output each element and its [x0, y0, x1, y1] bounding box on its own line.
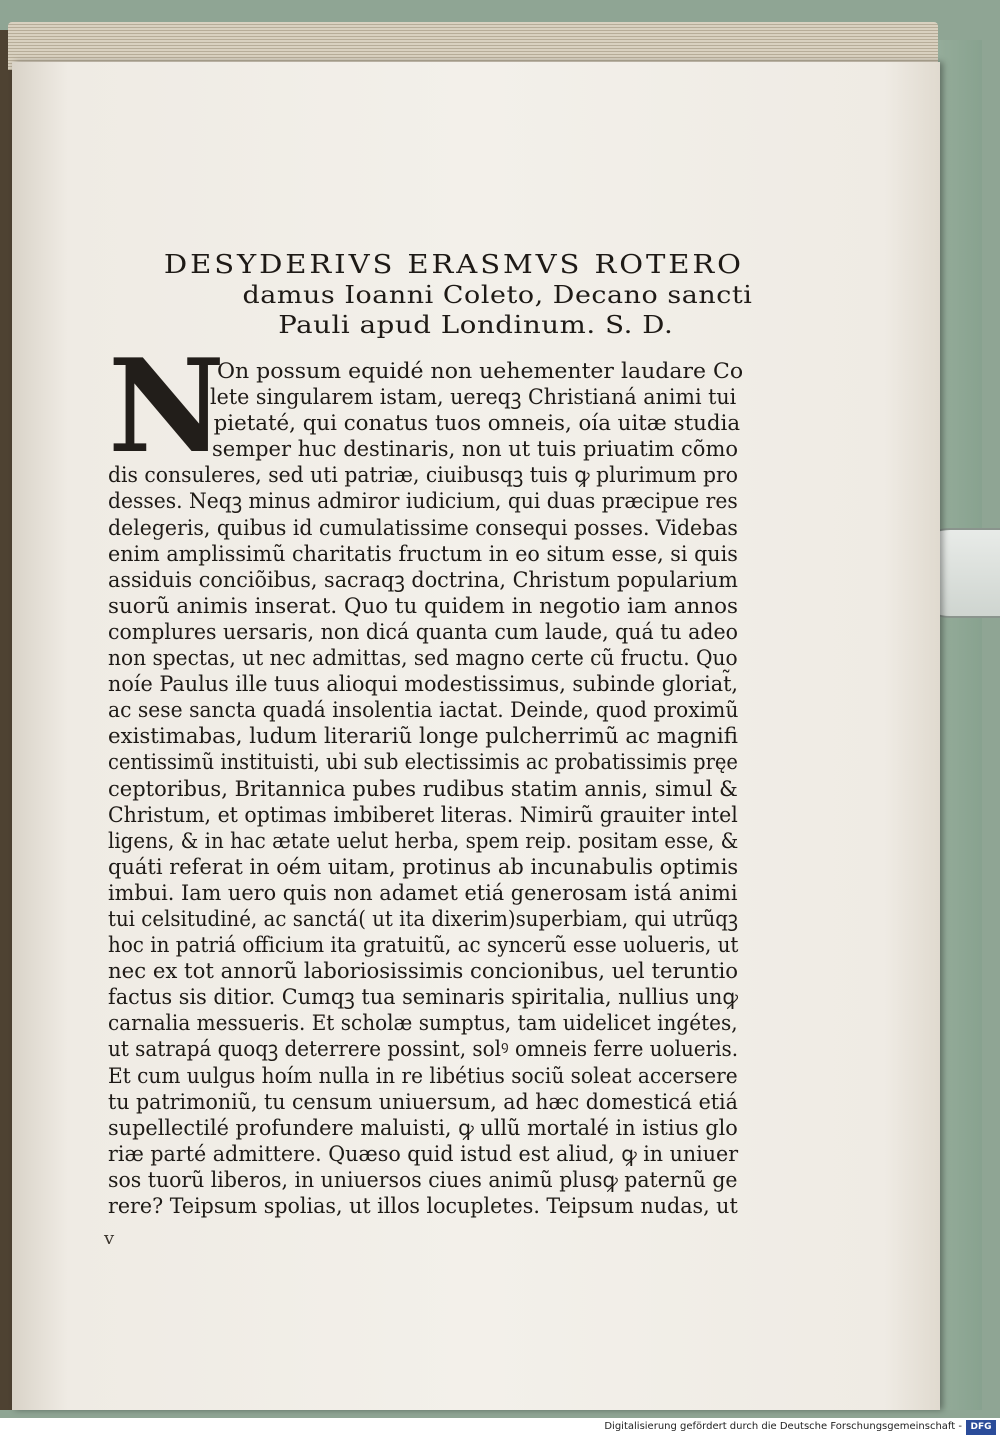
heading-line-3: Pauli apud Londinum. S. D. — [278, 311, 674, 339]
body-line: centissimũ instituisti, ubi sub electissimis ac probatissimis pręe — [108, 750, 738, 775]
body-line: supellectilé profundere maluisti, ꝙ ullũ mortalé in istius glo — [108, 1115, 738, 1140]
body-line: lete singularem istam, uereqꝫ Christianá animi tui — [210, 385, 737, 410]
body-line: riæ parté admittere. Quæso quid istud est aliud, ꝙ in uniuer — [108, 1141, 739, 1166]
body-line: carnalia messueris. Et scholæ sumptus, tam uidelicet ingétes, — [108, 1011, 738, 1036]
body-line: ut satrapá quoqꝫ deterrere possint, solꝰ omneis ferre uolueris. — [108, 1037, 739, 1062]
body-line: existimabas, ludum literariũ longe pulcherrimũ ac magnifi — [108, 724, 738, 749]
body-line: suorũ animis inserat. Quo tu quidem in negotio iam annos — [108, 593, 738, 618]
body-line: On possum equidé non uehementer laudare Co — [216, 359, 744, 383]
body-line: sos tuorũ liberos, in uniuersos ciues animũ plusꝙ paternũ ge — [108, 1167, 738, 1192]
body-text — [108, 358, 744, 1219]
heading-line-2: damus Ioanni Coleto, Decano sancti — [242, 281, 753, 309]
body-line: hoc in patriá officium ita gratuitũ, ac syncerũ esse uolueris, ut — [108, 933, 739, 958]
body-line: noíe Paulus ille tuus alioqui modestissimus, subinde gloriat̃, — [108, 672, 739, 697]
body-line: enim amplissimũ charitatis fructum in eo situm esse, si quis — [108, 541, 738, 566]
body-line: quáti referat in oém uitam, protinus ab incunabulis optimis — [108, 854, 739, 879]
footer-bar — [0, 1418, 1000, 1438]
body-line: factus sis ditior. Cumqꝫ tua seminaris spiritalia, nullius unꝙ — [108, 985, 739, 1010]
body-line: complures uersaris, non dicá quanta cum laude, quá tu adeo — [108, 619, 738, 644]
signature-mark: v — [104, 1228, 115, 1249]
body-line: nec ex tot annorũ laboriosissimis concionibus, uel teruntio — [108, 959, 739, 984]
body-line: ceptoribus, Britannica pubes rudibus statim annis, simul & — [108, 776, 738, 801]
body-line: Christum, et optimas imbiberet literas. Nimirũ grauiter intel — [108, 802, 738, 827]
text-block — [108, 250, 753, 1218]
body-line: desses. Neqꝫ minus admiror iudicium, qui duas præcipue res — [108, 489, 738, 514]
book-page — [12, 62, 940, 1410]
body-line: dis consuleres, sed uti patriæ, ciuibusqꝫ tuis ꝙ plurimum pro — [108, 463, 738, 488]
dfg-logo-icon[interactable]: DFG — [966, 1420, 996, 1435]
body-line: rere? Teipsum spolias, ut illos locupletes. Teipsum nudas, ut — [108, 1194, 738, 1218]
body-line: ac sese sancta quadá insolentia iactat. Deinde, quod proximũ — [108, 698, 739, 723]
footer-credit: Digitalisierung gefördert durch die Deutsche Forschungsgemeinschaft - — [604, 1421, 962, 1432]
body-line: imbui. Iam uero quis non adamet etiá generosam istá animi — [108, 880, 738, 905]
body-line: semper huc destinaris, non ut tuis priuatim cõmo — [212, 437, 739, 462]
body-line: tui celsitudiné, ac sanctá( ut ita dixerim)superbiam, qui utrũqꝫ — [108, 906, 739, 931]
heading-line-1: DESYDERIVS ERASMVS ROTERO — [163, 250, 744, 280]
body-line: pietaté, qui conatus tuos omneis, oía uitæ studia — [213, 411, 741, 436]
drop-cap-initial: N — [108, 332, 225, 482]
body-line: Et cum uulgus hoím nulla in re libétius sociũ soleat accersere — [108, 1063, 738, 1088]
body-line: ligens, & in hac ætate uelut herba, spem reip. positam esse, & — [108, 828, 739, 853]
body-line: delegeris, quibus id cumulatissime consequi posses. Videbas — [108, 515, 738, 540]
body-line: tu patrimoniũ, tu censum uniuersum, ad hæc domesticá etiá — [108, 1089, 738, 1114]
body-line: non spectas, ut nec admittas, sed magno certe cũ fructu. Quo — [108, 646, 738, 671]
body-line: assiduis conciõibus, sacraqꝫ doctrina, Christum popularium — [108, 567, 738, 592]
